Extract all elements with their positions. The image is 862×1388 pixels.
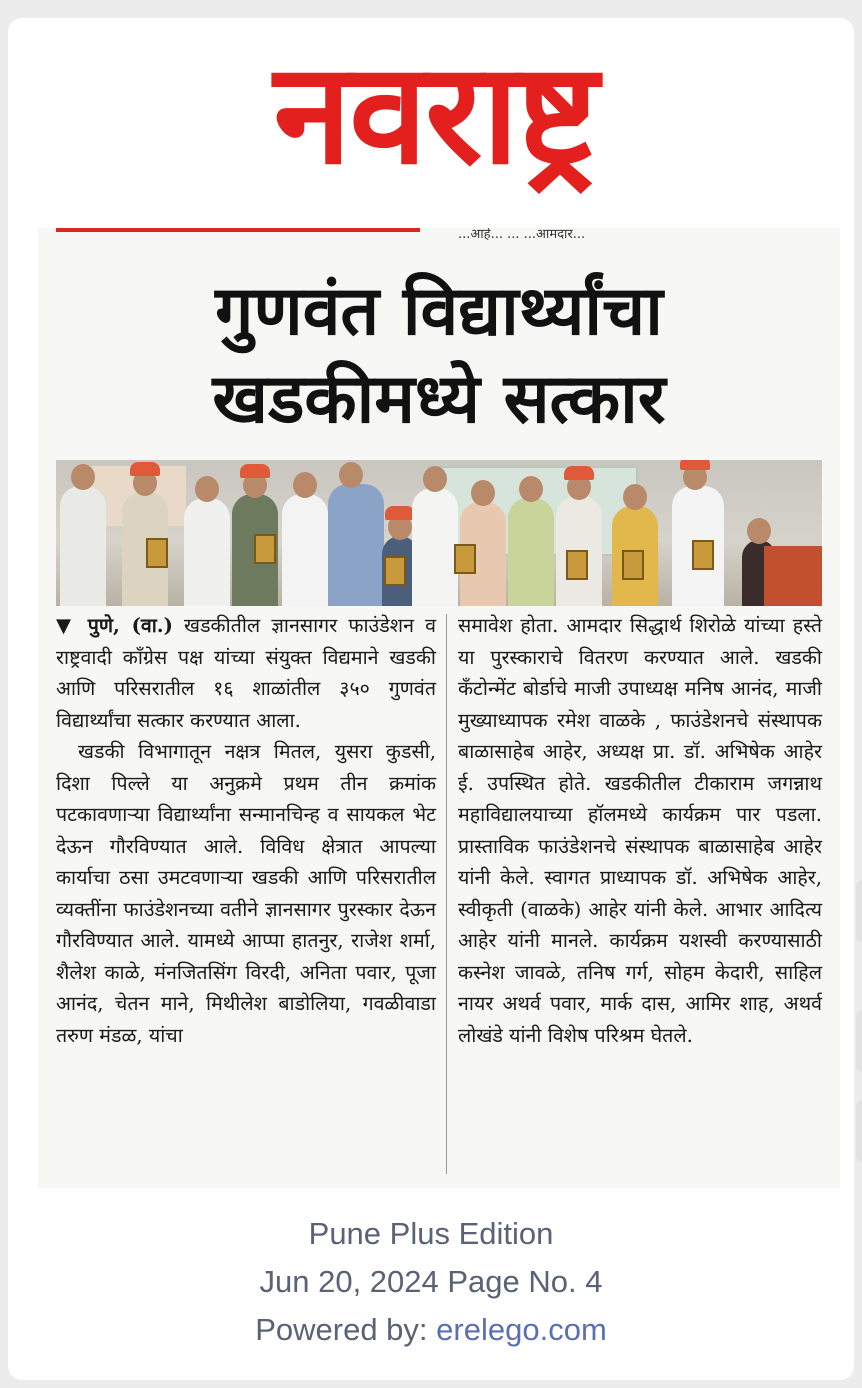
- cut-off-text-fragment: ...आहे... ... ...आमदार...: [458, 228, 586, 240]
- award-plaque: [566, 550, 588, 580]
- person-figure: [508, 498, 554, 606]
- award-plaque: [146, 538, 168, 568]
- edition-date-page: Jun 20, 2024 Page No. 4: [259, 1264, 603, 1299]
- article-column-2: [458, 610, 822, 1051]
- podium: [764, 546, 822, 606]
- news-clipping: [38, 228, 840, 1188]
- article-headline: [38, 268, 840, 444]
- side-tab[interactable]: [856, 1010, 862, 1072]
- paragraph-1: खडकीतील ज्ञानसागर फाउंडेशन व राष्ट्रवादी काँग्रेस पक्ष यांच्या संयुक्त विद्यमाने खडकी आणि परिसरातील १६ शाळांतील ३५० गुणवंत विद्यार्थ्यांचा सत्कार करण्यात आला.: [56, 614, 436, 732]
- person-figure: [184, 498, 230, 606]
- edition-name: Pune Plus Edition: [308, 1216, 554, 1251]
- side-tab[interactable]: [856, 880, 862, 942]
- award-plaque: [454, 544, 476, 574]
- person-figure: [282, 494, 328, 606]
- newspaper-masthead-logo: नवराष्ट्र: [273, 33, 597, 196]
- person-figure: [412, 488, 458, 606]
- person-figure: [328, 484, 384, 606]
- powered-by-label: Powered by:: [255, 1312, 428, 1347]
- powered-by-line: [0, 1312, 862, 1348]
- award-plaque: [622, 550, 644, 580]
- red-divider: [56, 228, 420, 232]
- award-plaque: [692, 540, 714, 570]
- dateline: पुणे, (वा.): [87, 614, 173, 637]
- paragraph-2: खडकी विभागातून नक्षत्र मितल, युसरा कुडसी, दिशा पिल्ले या अनुक्रमे प्रथम तीन क्रमांक पटकावणाऱ्या विद्यार्थ्यांना सन्मानचिन्ह व सायकल भेट देऊन गौरविण्यात आले. विविध क्षेत्रात आपल्या कार्याचा ठसा उमटवणाऱ्या खडकी आणि परिसरातील व्यक्तींना फाउंडेशनच्या वतीने ज्ञानसागर पुरस्कार देऊन गौरविण्यात आले. यामध्ये आप्पा हातनुर, राजेश शर्मा, शैलेश काळे, मंनजितसिंग विरदी, अनिता पवार, पूजा आनंद, चेतन माने, मिथीलेश बाडोलिया, गवळीवाडा तरुण मंडळ, यांचा: [56, 740, 436, 1047]
- article-column-1: [56, 610, 436, 1051]
- side-tab[interactable]: [856, 1100, 862, 1162]
- powered-by-link[interactable]: erelego.com: [436, 1312, 607, 1347]
- paragraph-3: समावेश होता. आमदार सिद्धार्थ शिरोळे यांच्या हस्ते या पुरस्काराचे वितरण करण्यात आले. खडकी कँटोन्मेंट बोर्डाचे माजी उपाध्यक्ष मनिष आनंद, माजी मुख्याध्यापक रमेश वाळके , फाउंडेशनचे संस्थापक बाळासाहेब आहेर, अध्यक्ष प्रा. डॉ. अभिषेक आहेर ई. उपस्थित होते. खडकीतील टीकाराम जगन्नाथ महाविद्यालयाच्या हॉलमध्ये कार्यक्रम पार पडला. प्रास्ताविक फाउंडेशनचे संस्थापक बाळासाहेब आहेर यांनी केले. स्वागत प्राध्यापक डॉ. अभिषेक आहेर, स्वीकृती (वाळके) आहेर यांनी केले. आभार आदित्य आहेर यांनी मानले. कार्यक्रम यशस्वी करण्यासाठी कस्नेश जावळे, तनिष गर्ग, सोहम केदारी, साहिल नायर अथर्व पवार, मार्क दास, आमिर शाह, अथर्व लोखंडे यांनी विशेष परिश्रम घेतले.: [458, 614, 822, 1047]
- headline-line-1: गुणवंत विद्यार्थ्यांचा: [215, 272, 663, 351]
- award-plaque: [384, 556, 406, 586]
- person-figure: [60, 486, 106, 606]
- award-plaque: [254, 534, 276, 564]
- dateline-marker: ▼: [56, 614, 88, 637]
- column-divider: [446, 614, 447, 1174]
- event-photo: [56, 460, 822, 606]
- headline-line-2: खडकीमध्ये सत्कार: [212, 360, 666, 439]
